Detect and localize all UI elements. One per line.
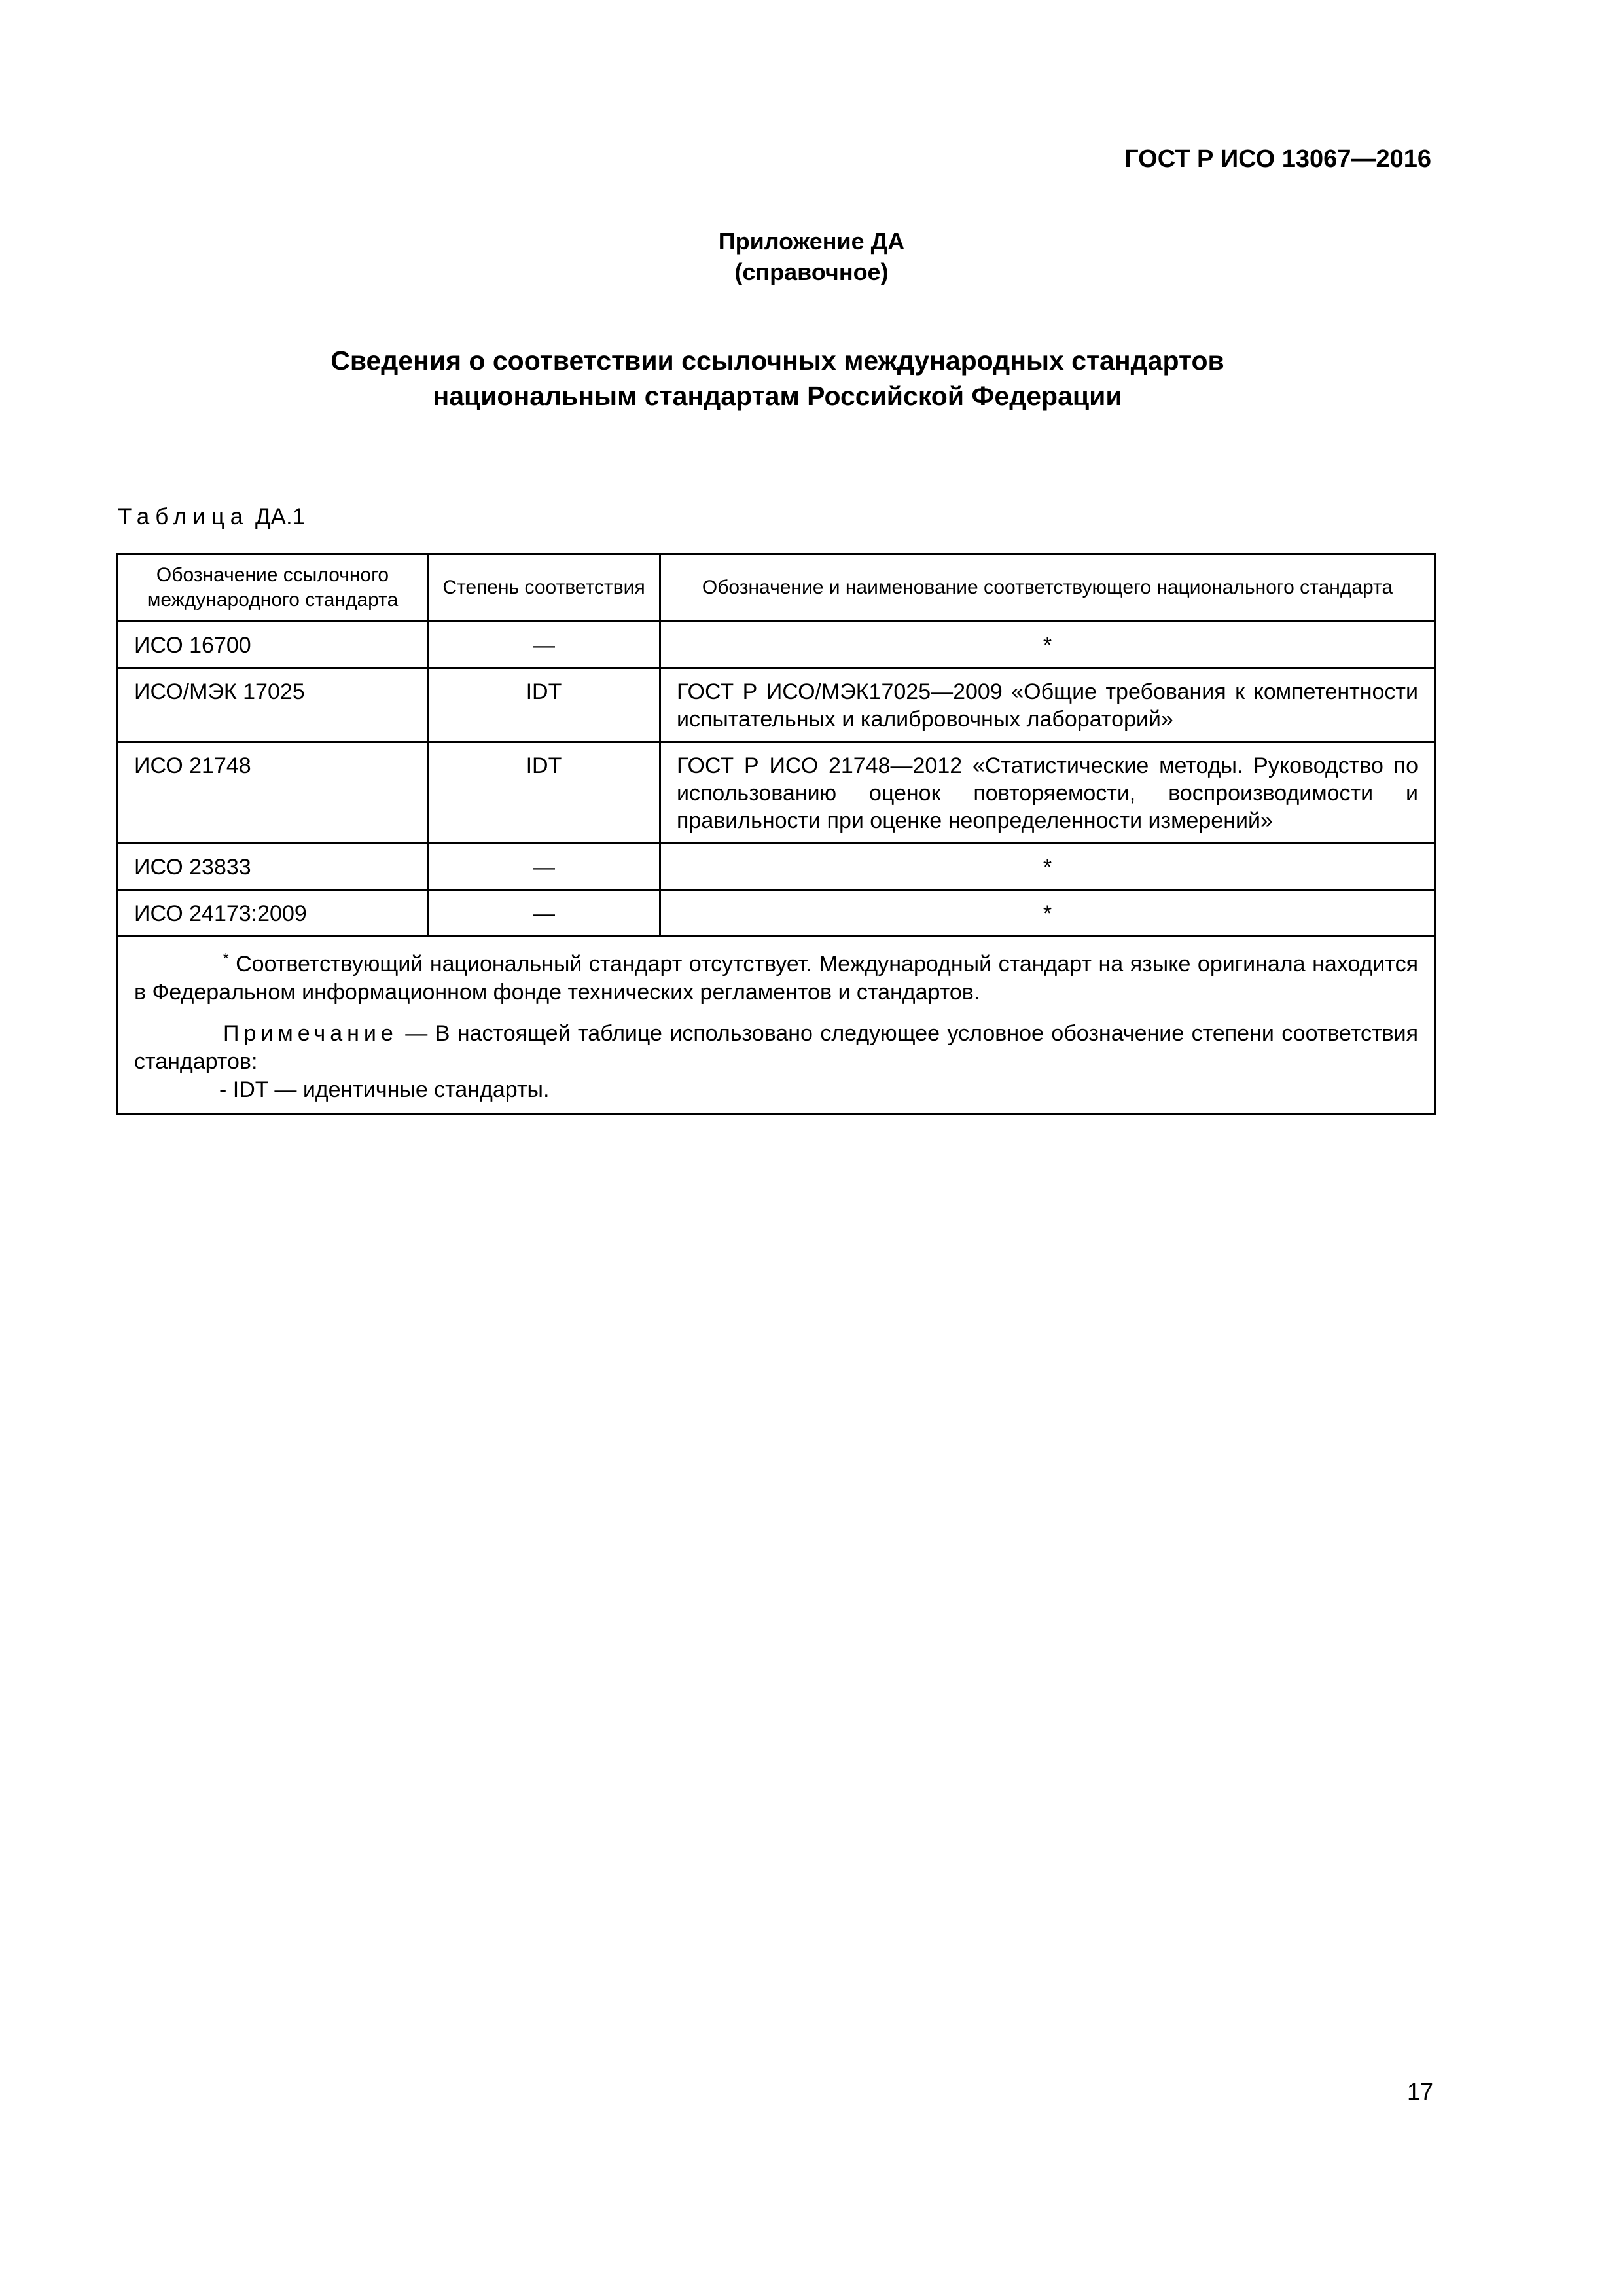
table-row <box>118 668 1435 742</box>
cell-degree: IDT <box>428 742 660 844</box>
cell-national: ГОСТ Р ИСО/МЭК17025—2009 «Общие требования к компетентности испытательных и калибровочных лабораторий» <box>660 668 1435 742</box>
cell-degree: — <box>428 844 660 890</box>
table-caption <box>118 504 305 530</box>
standards-table <box>116 553 1436 1115</box>
table-note <box>134 1020 1418 1076</box>
cell-degree: — <box>428 890 660 937</box>
table-row <box>118 890 1435 937</box>
footnote-text: Соответствующий национальный стандарт отсутствует. Международный стандарт на языке оригинала находится в Федеральном информационном фонде технических регламентов и стандартов. <box>134 952 1419 1005</box>
appendix-type: (справочное) <box>734 259 889 285</box>
table-caption-number: ДА.1 <box>255 504 306 529</box>
page-number: 17 <box>1406 2078 1433 2105</box>
section-title-line-1: Сведения о соответствии ссылочных международных стандартов <box>330 346 1224 376</box>
footnote-marker: * <box>223 950 229 967</box>
cell-national: * <box>660 844 1435 890</box>
table-row <box>118 622 1435 668</box>
cell-degree: IDT <box>428 668 660 742</box>
cell-national: ГОСТ Р ИСО 21748—2012 «Статистические методы. Руководство по использованию оценок повторяемости, воспроизводимости и правильности при оценке неопределенности измерений» <box>660 742 1435 844</box>
note-text: — В настоящей таблице использовано следующее условное обозначение степени соответствия стандартов: <box>134 1021 1418 1074</box>
cell-ref: ИСО 16700 <box>118 622 428 668</box>
cell-ref: ИСО 21748 <box>118 742 428 844</box>
table-caption-label: Таблица <box>118 504 249 529</box>
table-footnote-row <box>118 937 1435 1115</box>
document-code: ГОСТ Р ИСО 13067—2016 <box>1124 145 1431 173</box>
appendix-heading <box>0 226 1623 287</box>
header-national-standard: Обозначение и наименование соответствующего национального стандарта <box>660 554 1435 622</box>
cell-national: * <box>660 622 1435 668</box>
cell-degree: — <box>428 622 660 668</box>
table-row <box>118 742 1435 844</box>
table-header-row <box>118 554 1435 622</box>
section-title <box>0 343 1555 414</box>
table-row <box>118 844 1435 890</box>
section-title-line-2: национальным стандартам Российской Федерации <box>433 381 1122 411</box>
note-item: - IDT — идентичные стандарты. <box>219 1077 550 1102</box>
cell-ref: ИСО 23833 <box>118 844 428 890</box>
footnote-cell <box>118 937 1435 1115</box>
header-degree: Степень соответствия <box>428 554 660 622</box>
cell-ref: ИСО/МЭК 17025 <box>118 668 428 742</box>
cell-national: * <box>660 890 1435 937</box>
footnote <box>134 950 1418 1007</box>
cell-ref: ИСО 24173:2009 <box>118 890 428 937</box>
header-ref-standard: Обозначение ссылочного международного стандарта <box>118 554 428 622</box>
appendix-name: Приложение ДА <box>718 228 905 255</box>
note-label: Примечание <box>223 1021 398 1046</box>
